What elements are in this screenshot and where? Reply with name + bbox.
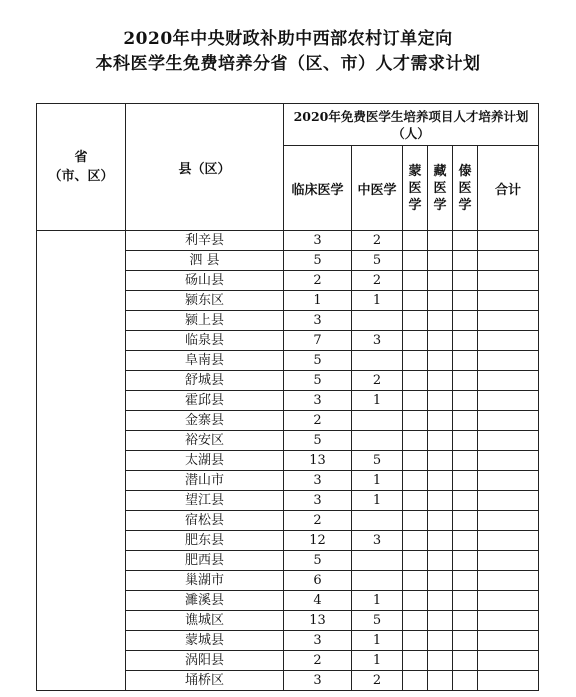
total-cell xyxy=(478,671,539,691)
dai-cell xyxy=(453,651,478,671)
clinical-cell: 6 xyxy=(284,571,352,591)
tcm-cell: 1 xyxy=(352,471,403,491)
clinical-cell: 12 xyxy=(284,531,352,551)
header-clinical: 临床医学 xyxy=(284,146,352,231)
mongolian-cell xyxy=(403,291,428,311)
dai-cell xyxy=(453,411,478,431)
total-cell xyxy=(478,551,539,571)
header-dai-text: 傣 医 学 xyxy=(458,163,472,213)
county-cell: 太湖县 xyxy=(126,451,284,471)
county-cell: 望江县 xyxy=(126,491,284,511)
total-cell xyxy=(478,591,539,611)
tibetan-cell xyxy=(428,351,453,371)
dai-cell xyxy=(453,671,478,691)
county-cell: 裕安区 xyxy=(126,431,284,451)
tibetan-cell xyxy=(428,331,453,351)
total-cell xyxy=(478,371,539,391)
mongolian-cell xyxy=(403,511,428,531)
tcm-cell: 1 xyxy=(352,291,403,311)
dai-cell xyxy=(453,251,478,271)
mongolian-cell xyxy=(403,551,428,571)
tcm-cell xyxy=(352,551,403,571)
header-plan-title: 2020年免费医学生培养项目人才培养计划（人） xyxy=(284,104,539,146)
tcm-cell xyxy=(352,571,403,591)
clinical-cell: 5 xyxy=(284,351,352,371)
dai-cell xyxy=(453,431,478,451)
header-tibetan-text: 藏 医 学 xyxy=(433,163,447,213)
dai-cell xyxy=(453,231,478,251)
total-cell xyxy=(478,311,539,331)
mongolian-cell xyxy=(403,311,428,331)
tibetan-cell xyxy=(428,271,453,291)
county-cell: 涡阳县 xyxy=(126,651,284,671)
dai-cell xyxy=(453,571,478,591)
dai-cell xyxy=(453,471,478,491)
tcm-cell: 2 xyxy=(352,671,403,691)
county-cell: 蒙城县 xyxy=(126,631,284,651)
tcm-cell xyxy=(352,311,403,331)
mongolian-cell xyxy=(403,451,428,471)
total-cell xyxy=(478,531,539,551)
province-cell xyxy=(37,231,126,691)
clinical-cell: 5 xyxy=(284,551,352,571)
total-cell xyxy=(478,291,539,311)
tcm-cell: 1 xyxy=(352,591,403,611)
tibetan-cell xyxy=(428,311,453,331)
tcm-cell: 1 xyxy=(352,651,403,671)
mongolian-cell xyxy=(403,631,428,651)
total-cell xyxy=(478,251,539,271)
tibetan-cell xyxy=(428,631,453,651)
dai-cell xyxy=(453,511,478,531)
total-cell xyxy=(478,411,539,431)
county-cell: 颍东区 xyxy=(126,291,284,311)
tibetan-cell xyxy=(428,671,453,691)
mongolian-cell xyxy=(403,471,428,491)
header-province xyxy=(37,104,126,231)
dai-cell xyxy=(453,611,478,631)
total-cell xyxy=(478,471,539,491)
dai-cell xyxy=(453,531,478,551)
total-cell xyxy=(478,271,539,291)
tibetan-cell xyxy=(428,391,453,411)
header-tcm: 中医学 xyxy=(352,146,403,231)
tcm-cell xyxy=(352,351,403,371)
tcm-cell xyxy=(352,431,403,451)
mongolian-cell xyxy=(403,611,428,631)
clinical-cell: 3 xyxy=(284,391,352,411)
tcm-cell: 1 xyxy=(352,631,403,651)
county-cell: 临泉县 xyxy=(126,331,284,351)
county-cell: 巢湖市 xyxy=(126,571,284,591)
total-cell xyxy=(478,651,539,671)
header-province-line2: （市、区） xyxy=(48,169,114,184)
header-mongolian-text: 蒙 医 学 xyxy=(408,163,422,213)
tibetan-cell xyxy=(428,431,453,451)
county-cell: 宿松县 xyxy=(126,511,284,531)
total-cell xyxy=(478,611,539,631)
clinical-cell: 5 xyxy=(284,431,352,451)
clinical-cell: 2 xyxy=(284,271,352,291)
mongolian-cell xyxy=(403,431,428,451)
tibetan-cell xyxy=(428,291,453,311)
county-cell: 颍上县 xyxy=(126,311,284,331)
clinical-cell: 13 xyxy=(284,611,352,631)
tibetan-cell xyxy=(428,591,453,611)
header-province-line1: 省 xyxy=(74,150,88,165)
tcm-cell: 5 xyxy=(352,451,403,471)
mongolian-cell xyxy=(403,331,428,351)
dai-cell xyxy=(453,551,478,571)
total-cell xyxy=(478,431,539,451)
tibetan-cell xyxy=(428,491,453,511)
total-cell xyxy=(478,451,539,471)
tibetan-cell xyxy=(428,411,453,431)
tcm-cell: 2 xyxy=(352,231,403,251)
dai-cell xyxy=(453,371,478,391)
header-total: 合计 xyxy=(478,146,539,231)
clinical-cell: 3 xyxy=(284,671,352,691)
clinical-cell: 2 xyxy=(284,651,352,671)
county-cell: 阜南县 xyxy=(126,351,284,371)
total-cell xyxy=(478,571,539,591)
tibetan-cell xyxy=(428,571,453,591)
tibetan-cell xyxy=(428,451,453,471)
county-cell: 霍邱县 xyxy=(126,391,284,411)
county-cell: 潜山市 xyxy=(126,471,284,491)
tibetan-cell xyxy=(428,551,453,571)
mongolian-cell xyxy=(403,571,428,591)
clinical-cell: 5 xyxy=(284,251,352,271)
tibetan-cell xyxy=(428,471,453,491)
clinical-cell: 1 xyxy=(284,291,352,311)
dai-cell xyxy=(453,351,478,371)
dai-cell xyxy=(453,311,478,331)
mongolian-cell xyxy=(403,411,428,431)
dai-cell xyxy=(453,271,478,291)
tcm-cell xyxy=(352,411,403,431)
tibetan-cell xyxy=(428,231,453,251)
table-row xyxy=(37,231,539,251)
tcm-cell: 2 xyxy=(352,271,403,291)
total-cell xyxy=(478,351,539,371)
mongolian-cell xyxy=(403,351,428,371)
mongolian-cell xyxy=(403,231,428,251)
mongolian-cell xyxy=(403,391,428,411)
tibetan-cell xyxy=(428,651,453,671)
clinical-cell: 3 xyxy=(284,231,352,251)
mongolian-cell xyxy=(403,591,428,611)
total-cell xyxy=(478,331,539,351)
dai-cell xyxy=(453,291,478,311)
tcm-cell: 5 xyxy=(352,611,403,631)
dai-cell xyxy=(453,591,478,611)
county-cell: 肥西县 xyxy=(126,551,284,571)
mongolian-cell xyxy=(403,371,428,391)
county-cell: 埇桥区 xyxy=(126,671,284,691)
mongolian-cell xyxy=(403,251,428,271)
tcm-cell: 3 xyxy=(352,531,403,551)
total-cell xyxy=(478,231,539,251)
clinical-cell: 7 xyxy=(284,331,352,351)
tcm-cell: 3 xyxy=(352,331,403,351)
header-dai xyxy=(453,146,478,231)
clinical-cell: 5 xyxy=(284,371,352,391)
mongolian-cell xyxy=(403,671,428,691)
county-cell: 谯城区 xyxy=(126,611,284,631)
total-cell xyxy=(478,631,539,651)
mongolian-cell xyxy=(403,651,428,671)
mongolian-cell xyxy=(403,531,428,551)
total-cell xyxy=(478,511,539,531)
document-title-line1: 2020年中央财政补助中西部农村订单定向 xyxy=(123,29,453,49)
county-cell: 利辛县 xyxy=(126,231,284,251)
clinical-cell: 4 xyxy=(284,591,352,611)
clinical-cell: 3 xyxy=(284,491,352,511)
document-title-line2: 本科医学生免费培养分省（区、市）人才需求计划 xyxy=(95,54,481,74)
clinical-cell: 2 xyxy=(284,411,352,431)
clinical-cell: 2 xyxy=(284,511,352,531)
tibetan-cell xyxy=(428,251,453,271)
dai-cell xyxy=(453,391,478,411)
tibetan-cell xyxy=(428,371,453,391)
county-cell: 舒城县 xyxy=(126,371,284,391)
tibetan-cell xyxy=(428,511,453,531)
county-cell: 濉溪县 xyxy=(126,591,284,611)
header-county: 县（区） xyxy=(126,104,284,231)
tcm-cell xyxy=(352,511,403,531)
dai-cell xyxy=(453,331,478,351)
mongolian-cell xyxy=(403,491,428,511)
tcm-cell: 2 xyxy=(352,371,403,391)
tibetan-cell xyxy=(428,531,453,551)
tcm-cell: 1 xyxy=(352,491,403,511)
dai-cell xyxy=(453,451,478,471)
header-tibetan xyxy=(428,146,453,231)
mongolian-cell xyxy=(403,271,428,291)
dai-cell xyxy=(453,491,478,511)
county-cell: 砀山县 xyxy=(126,271,284,291)
header-mongolian xyxy=(403,146,428,231)
tcm-cell: 5 xyxy=(352,251,403,271)
clinical-cell: 3 xyxy=(284,311,352,331)
total-cell xyxy=(478,491,539,511)
table-body xyxy=(37,231,539,691)
county-cell: 泗 县 xyxy=(126,251,284,271)
clinical-cell: 3 xyxy=(284,631,352,651)
tcm-cell: 1 xyxy=(352,391,403,411)
clinical-cell: 3 xyxy=(284,471,352,491)
dai-cell xyxy=(453,631,478,651)
total-cell xyxy=(478,391,539,411)
county-cell: 肥东县 xyxy=(126,531,284,551)
county-cell: 金寨县 xyxy=(126,411,284,431)
talent-plan-table xyxy=(36,103,539,691)
clinical-cell: 13 xyxy=(284,451,352,471)
tibetan-cell xyxy=(428,611,453,631)
